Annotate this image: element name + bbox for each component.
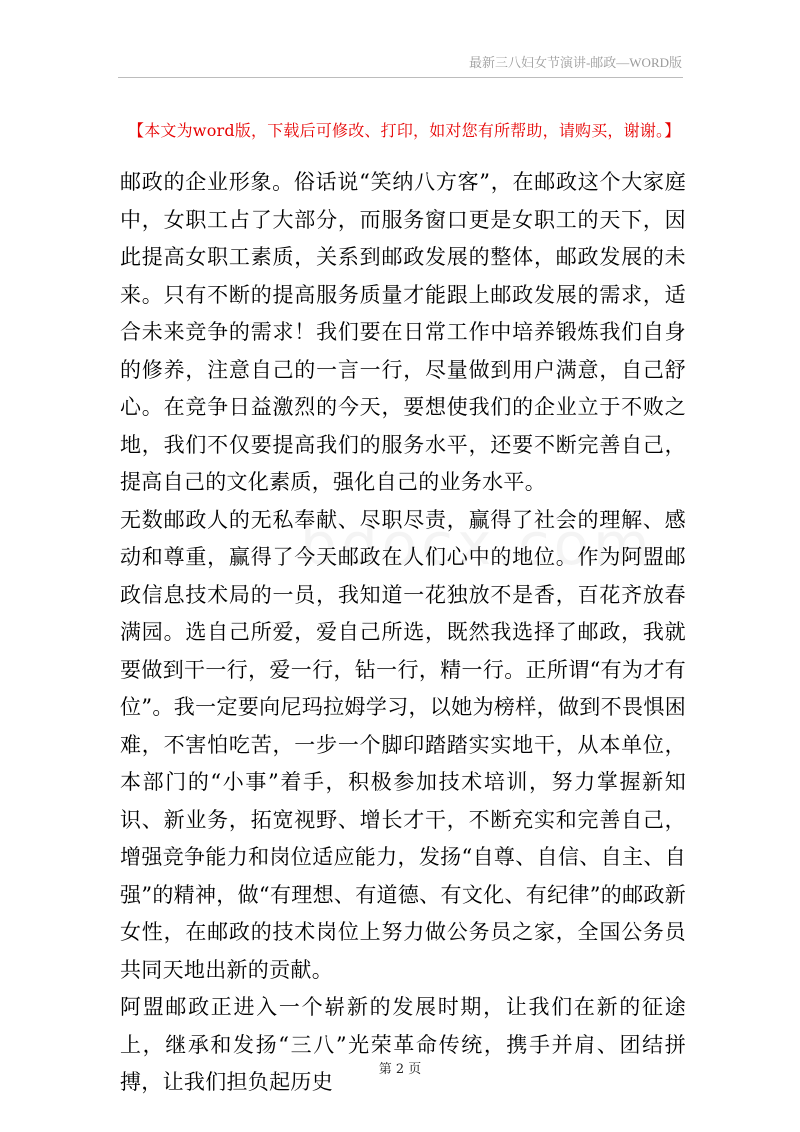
paragraph-1: 邮政的企业形象。俗话说“笑纳八方客”，在邮政这个大家庭中，女职工占了大部分，而服务窗口更是女职工的天下，因此提高女职工素质，关系到邮政发展的整体，邮政发展的未来。只有不断的提高服务质量才能跟上邮政发展的需求，适合未来竞争的需求！我们要在日常工作中培养锻炼我们自身的修养，注意自己的一言一行，尽量做到用户满意，自己舒心。在竞争日益激烈的今天，要想使我们的企业立于不败之地，我们不仅要提高我们的服务水平，还要不断完善自己，提高自己的文化素质，强化自己的业务水平。 [120,170,686,494]
page-number: 第 2 页 [378,1062,422,1077]
paragraph-3: 阿盟邮政正进入一个崭新的发展时期，让我们在新的征途上，继承和发扬“三八”光荣革命传统，携手并肩、团结拼搏，让我们担负起历史 [120,995,686,1094]
page-header-title: 最新三八妇女节演讲-邮政—WORD版 [468,55,682,70]
paragraph-2: 无数邮政人的无私奉献、尽职尽责，赢得了社会的理解、感动和尊重，赢得了今天邮政在人们心中的地位。作为阿盟邮政信息技术局的一员，我知道一花独放不是香，百花齐放春满园。选自己所爱，爱自己所选，既然我选择了邮政，我就要做到干一行，爱一行，钻一行，精一行。正所谓“有为才有位”。我一定要向尼玛拉姆学习，以她为榜样，做到不畏惧困难，不害怕吃苦，一步一个脚印踏踏实实地干，从本单位，本部门的“小事”着手，积极参加技术培训，努力掌握新知识、新业务，拓宽视野、增长才干，不断充实和完善自己，增强竞争能力和岗位适应能力，发扬“自尊、自信、自主、自强”的精神，做“有理想、有道德、有文化、有纪律”的邮政新女性，在邮政的技术岗位上努力做公务员之家，全国公务员共同天地出新的贡献。 [120,507,686,982]
header-divider [118,77,683,78]
document-body [120,164,686,1102]
download-notice: 【本文为word版，下载后可修改、打印，如对您有所帮助，请购买，谢谢。】 [128,121,681,140]
